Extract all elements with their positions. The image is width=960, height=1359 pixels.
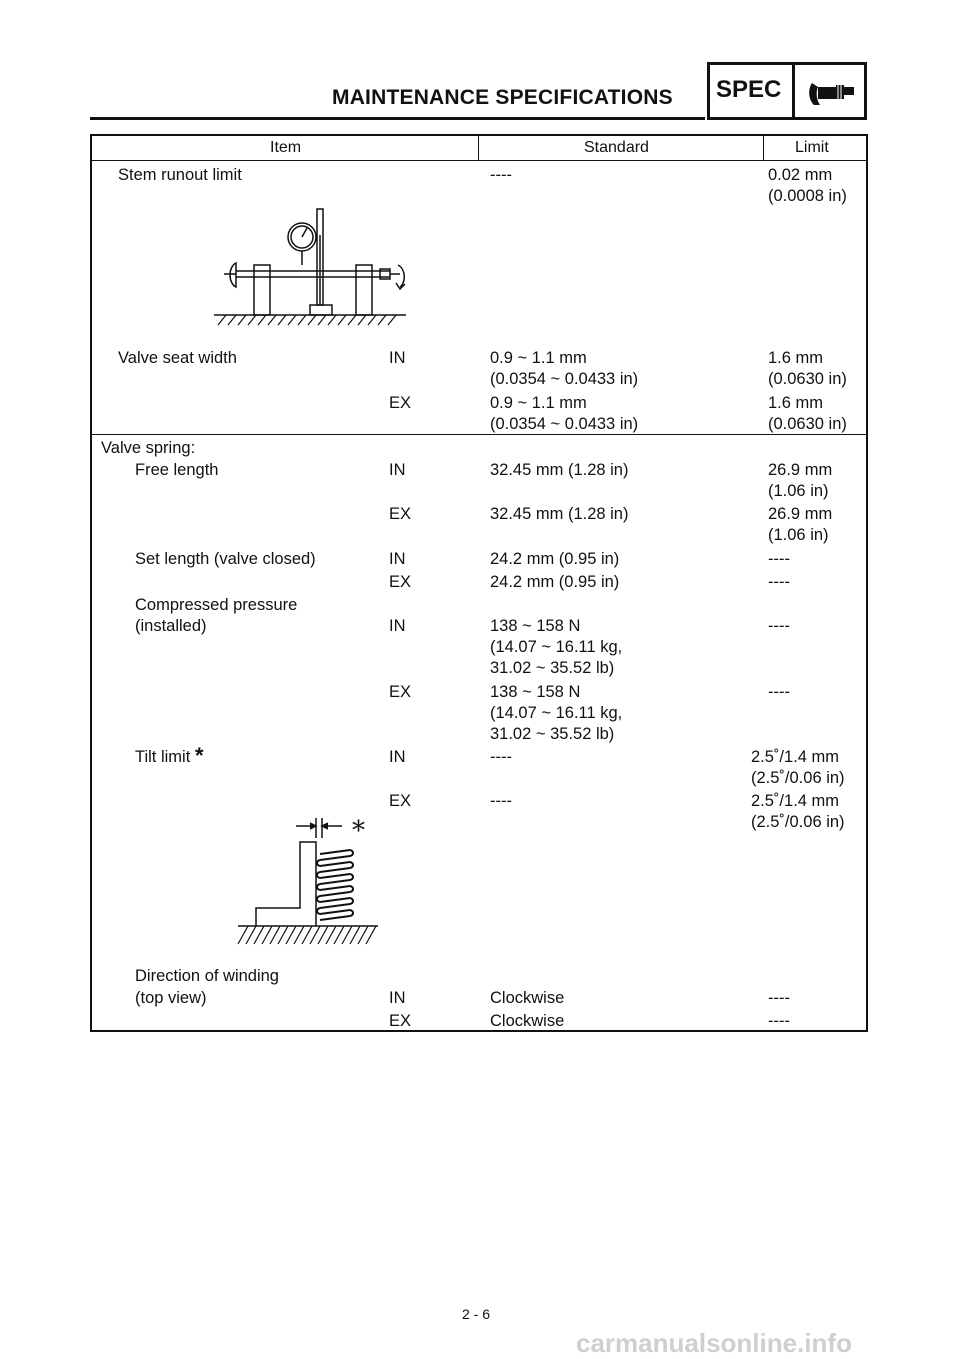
winding-in-label: IN (389, 989, 406, 1007)
watermark: carmanualsonline.info (576, 1328, 852, 1358)
free-length-ex-limit: 26.9 mm (768, 505, 833, 523)
winding-in-limit: ---- (768, 989, 790, 1007)
compressed-in-label: IN (389, 617, 406, 635)
compressed-in-std-lb: 31.02 ~ 35.52 lb) (490, 659, 615, 677)
seat-width-in-label: IN (389, 349, 406, 367)
spec-table (90, 134, 868, 1032)
seat-width-item: Valve seat width (118, 349, 237, 367)
winding-ex-limit: ---- (768, 1012, 790, 1030)
page-title: MAINTENANCE SPECIFICATIONS (332, 86, 673, 109)
stem-runout-limit: 0.02 mm (768, 166, 833, 184)
compressed-in-std: 138 ~ 158 N (490, 617, 581, 635)
set-length-ex-label: EX (389, 573, 412, 591)
stem-runout-item: Stem runout limit (118, 166, 242, 184)
column-header-limit: Limit (795, 139, 829, 156)
set-length-in-label: IN (389, 550, 406, 568)
tilt-limit-item: Tilt limit (135, 748, 191, 766)
compressed-ex-std: 138 ~ 158 N (490, 683, 581, 701)
seat-width-ex-limit-in: (0.0630 in) (768, 415, 847, 433)
free-length-ex-std: 32.45 mm (1.28 in) (490, 505, 629, 523)
free-length-in-std: 32.45 mm (1.28 in) (490, 461, 629, 479)
winding-ex-std: Clockwise (490, 1012, 565, 1030)
tilt-in-limit: 2.5˚/1.4 mm (751, 748, 840, 766)
tilt-in-label: IN (389, 748, 406, 766)
header-col-divider-2 (763, 134, 764, 160)
tilt-in-std: ---- (490, 748, 512, 766)
compressed-ex-std-lb: 31.02 ~ 35.52 lb) (490, 725, 615, 743)
set-length-item: Set length (valve closed) (135, 550, 316, 568)
compressed-ex-std-kg: (14.07 ~ 16.11 kg, (490, 704, 623, 722)
seat-width-in-std: 0.9 ~ 1.1 mm (490, 349, 587, 367)
spec-badge-divider (792, 65, 795, 117)
winding-item: Direction of winding (135, 967, 279, 985)
page-number: 2 - 6 (462, 1306, 491, 1322)
winding-ex-label: EX (389, 1012, 412, 1030)
set-length-ex-limit: ---- (768, 573, 790, 591)
tilt-ex-label: EX (389, 792, 412, 810)
free-length-ex-limit-in: (1.06 in) (768, 526, 829, 544)
stem-runout-limit-in: (0.0008 in) (768, 187, 847, 205)
tilt-limit-asterisk: * (195, 743, 204, 768)
free-length-in-label: IN (389, 461, 406, 479)
runout-gauge-figure (210, 205, 420, 330)
free-length-in-limit: 26.9 mm (768, 461, 833, 479)
header-row-divider (90, 160, 868, 161)
compressed-ex-limit: ---- (768, 683, 790, 701)
winding-item-top-view: (top view) (135, 989, 207, 1007)
tilt-in-limit-in: (2.5˚/0.06 in) (751, 769, 845, 787)
stem-runout-standard: ---- (490, 166, 512, 184)
set-length-in-limit: ---- (768, 550, 790, 568)
compressed-item: Compressed pressure (135, 596, 298, 614)
seat-width-in-limit-in: (0.0630 in) (768, 370, 847, 388)
title-rule (90, 117, 705, 120)
valve-spring-heading: Valve spring: (101, 439, 196, 457)
header-col-divider-1 (478, 134, 479, 160)
compressed-item-installed: (installed) (135, 617, 207, 635)
spec-badge (707, 62, 867, 120)
tilt-ex-std: ---- (490, 792, 512, 810)
tilt-ex-limit-in: (2.5˚/0.06 in) (751, 813, 845, 831)
seat-width-ex-limit: 1.6 mm (768, 394, 824, 412)
set-length-in-std: 24.2 mm (0.95 in) (490, 550, 620, 568)
winding-in-std: Clockwise (490, 989, 565, 1007)
section-divider (90, 434, 868, 435)
seat-width-in-std-in: (0.0354 ~ 0.0433 in) (490, 370, 639, 388)
column-header-item: Item (270, 139, 302, 156)
seat-width-ex-std: 0.9 ~ 1.1 mm (490, 394, 587, 412)
free-length-item: Free length (135, 461, 219, 479)
compressed-ex-label: EX (389, 683, 412, 701)
spec-badge-label: SPEC (716, 76, 782, 103)
spring-tilt-asterisk: * (352, 816, 365, 846)
column-header-standard: Standard (584, 139, 649, 156)
micrometer-icon (806, 75, 858, 111)
tilt-ex-limit: 2.5˚/1.4 mm (751, 792, 840, 810)
seat-width-in-limit: 1.6 mm (768, 349, 824, 367)
compressed-in-std-kg: (14.07 ~ 16.11 kg, (490, 638, 623, 656)
seat-width-ex-std-in: (0.0354 ~ 0.0433 in) (490, 415, 639, 433)
seat-width-ex-label: EX (389, 394, 412, 412)
free-length-ex-label: EX (389, 505, 412, 523)
set-length-ex-std: 24.2 mm (0.95 in) (490, 573, 620, 591)
compressed-in-limit: ---- (768, 617, 790, 635)
free-length-in-limit-in: (1.06 in) (768, 482, 829, 500)
